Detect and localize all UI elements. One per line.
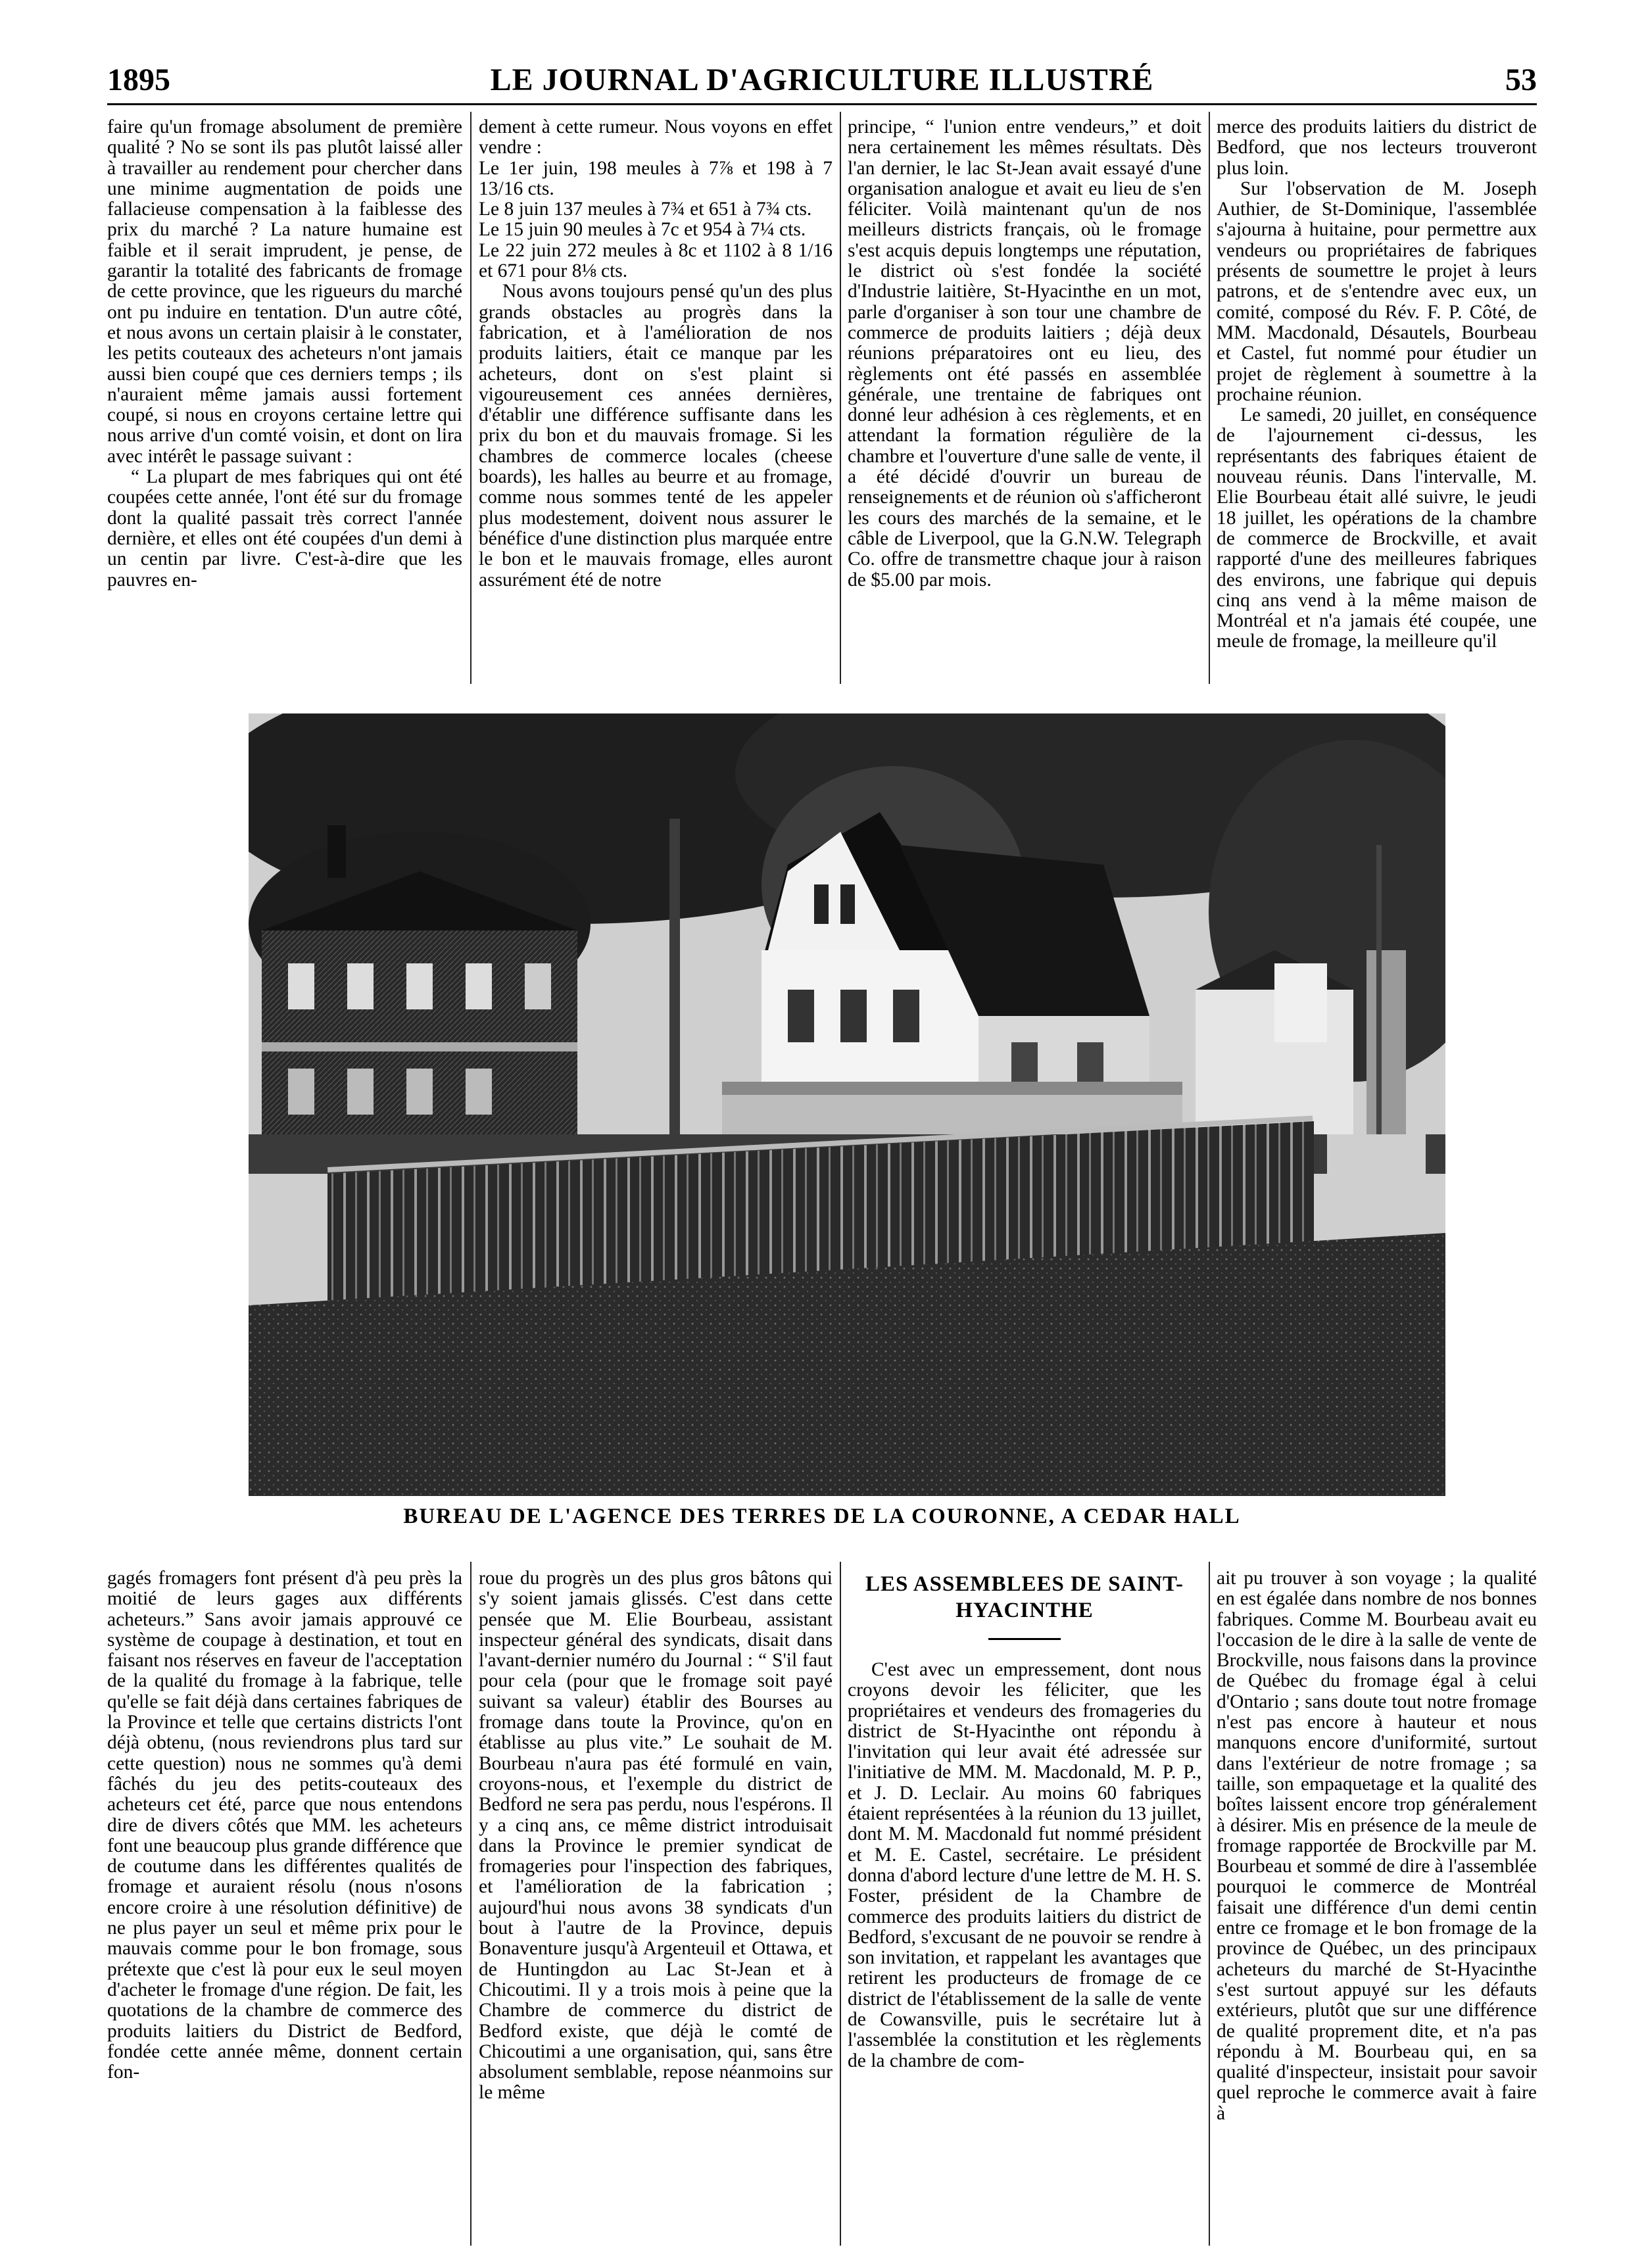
top-column-3 [848, 117, 1201, 591]
paragraph: dement à cette rumeur. Nous voyons en effet vendre : [479, 116, 833, 158]
section-heading: LES ASSEMBLEES DE SAINT-HYACINTHE [865, 1572, 1184, 1622]
column-rule [1209, 112, 1210, 684]
bottom-column-2 [479, 1568, 833, 2104]
paragraph: merce des produits laitiers du district de Bedford, que nos lecteurs trouveront plus loin. [1217, 116, 1537, 179]
photo-caption: BUREAU DE L'AGENCE DES TERRES DE LA COURONNE, A CEDAR HALL [403, 1505, 1241, 1528]
paragraph: Le samedi, 20 juillet, en conséquence de l'ajournement ci-dessus, les représentants des fabriques étaient de nouveau réunis. Dans l'intervalle, M. Elie Bourbeau était allé suivre, le jeudi 18 juillet, les opérations de la chambre de commerce de Brockville, et avait rapporté d'une des meilleures fabriques des environs, une fabrique qui depuis cinq ans vend à la même maison de Montréal et n'a jamais été coupée, une meule de fromage, la meilleure qu'il [1217, 404, 1537, 652]
paragraph: faire qu'un fromage absolument de première qualité ? No se sont ils pas plutôt laissé aller à travailler au rendement pour chercher dans une minime augmentation de poids une fallacieuse compensation à la faiblesse des prix du marché ? La nature humaine est faible et il serait imprudent, je pense, de garantir la totalité des fabricants de fromage de cette province, que les rigueurs du marché ont pu induire en tentation. D'un autre côté, et nous avons un certain plaisir à le constater, les petits couteaux des acheteurs n'ont jamais aussi bien coupé que ces derniers temps ; ils n'auraient même jamais aussi fortement coupé, si nous en croyons certaine lettre qui nous arrive d'un comté voisin, et dont on lira avec intérêt le passage suivant : [107, 116, 462, 467]
heading-rule [988, 1638, 1061, 1640]
bottom-column-4 [1217, 1568, 1537, 2124]
header-year: 1895 [107, 62, 170, 97]
header-rule [107, 103, 1537, 105]
bottom-column-1 [107, 1568, 462, 2083]
paragraph: principe, “ l'union entre vendeurs,” et doit nera certainement les mêmes résultats. Dès l'an dernier, le lac St-Jean avait essayé d'une organisation analogue et avait eu lieu de s'en féliciter. Voilà maintenant qu'un de nos meilleurs districts français, où le fromage s'est acquis depuis longtemps une réputation, le district où s'est fondée la société d'Industrie laitière, St-Hyacinthe en un mot, parle d'organiser à son tour une chambre de commerce de produits laitiers ; déjà deux réunions préparatoires ont eu lieu, des règlements ont été passés en assemblée générale, une trentaine de fabriques ont donné leur adhésion à ces règlements, et en attendant la formation régulière de la chambre et l'ouverture d'une salle de vente, il a été décidé d'ouvrir un bureau de renseignements et de réunion où s'afficheront les cours des marchés de la semaine, et le câble de Liverpool, que la G.N.W. Telegraph Co. offre de transmettre chaque jour à raison de $5.00 par mois. [848, 116, 1201, 591]
price-line: Le 8 juin 137 meules à 7¾ et 651 à 7¾ cts. [479, 199, 812, 220]
paragraph: “ La plupart de mes fabriques qui ont été coupées cette année, l'ont été sur du fromage dont la qualité passait très correct l'année dernière, et elles ont été coupées d'un demi à un centin par livre. C'est-à-dire que les pauvres en- [107, 466, 462, 591]
column-rule [470, 1562, 471, 2246]
house-engraving [249, 713, 1445, 1496]
column-rule [1209, 1562, 1210, 2246]
column-rule [470, 112, 471, 684]
top-column-4 [1217, 117, 1537, 652]
bottom-column-3 [848, 1568, 1201, 2071]
paragraph: Sur l'observation de M. Joseph Authier, de St-Dominique, l'assemblée s'ajourna à huitaine, pour permettre aux vendeurs ou propriétaires de fabriques présents de soumettre le projet à leurs patrons, et de s'entendre avec eux, un comité, composé du Rév. F. P. Côté, de MM. Macdonald, Désautels, Bourbeau et Castel, fut nommé pour étudier un projet de règlement à soumettre à la prochaine réunion. [1217, 178, 1537, 405]
page-number: 53 [1505, 62, 1537, 97]
top-column-1 [107, 117, 462, 591]
paragraph: Nous avons toujours pensé qu'un des plus grands obstacles au progrès dans la fabrication, et à l'amélioration de nos produits laitiers, était ce manque par les acheteurs, dont on s'est plaint si vigoureusement ces années dernières, d'établir une différence suffisante dans les prix du bon et du mauvais fromage. Si les chambres de commerce locales (cheese boards), les halles au beurre et au fromage, comme nous sommes tenté de les appeler plus modestement, doivent nous assurer le bénéfice d'une distinction plus marquée entre le bon et le mauvais fromage, elles auront assurément été de notre [479, 281, 833, 591]
price-line: Le 15 juin 90 meules à 7c et 954 à 7¼ cts. [479, 219, 806, 241]
column-rule [840, 1562, 841, 2246]
cedar-hall-photograph [249, 713, 1445, 1496]
price-line: Le 1er juin, 198 meules à 7⅞ et 198 à 7 13/16 cts. [479, 157, 833, 199]
paragraph: C'est avec un empressement, dont nous croyons devoir les féliciter, que les propriétaires et vendeurs des fromageries du district de St-Hyacinthe ont répondu à l'invitation qui leur avait été adressée sur l'initiative de MM. M. Macdonald, M. P. P., et J. D. Leclair. Au moins 60 fabriques étaient représentées à la réunion du 13 juillet, dont M. M. Macdonald fut nommé président et M. E. Castel, secrétaire. Le président donna d'abord lecture d'une lettre de M. H. S. Foster, président de la Chambre de commerce des produits laitiers du district de Bedford, s'excusant de ne pouvoir se rendre à son invitation, et rappelant les avantages que retirent les producteurs de fromage de ce district de l'établissement de la salle de vente de Cowansville, puis le secrétaire lut à l'assemblée la constitution et les règlements de la chambre de com- [848, 1659, 1201, 2071]
price-line: Le 22 juin 272 meules à 8c et 1102 à 8 1/16 et 671 pour 8⅛ cts. [479, 239, 833, 282]
paragraph: roue du progrès un des plus gros bâtons qui s'y soient jamais glissés. C'est dans cette pensée que M. Elie Bourbeau, assistant inspecteur général des syndicats, disait dans l'avant-dernier numéro du Journal : “ S'il faut pour cela (pour que le fromage soit payé suivant sa valeur) établir des Bourses au fromage dans toute la Province, qu'on en établisse au plus vite.” Le souhait de M. Bourbeau n'aura pas été formulé en vain, croyons-nous, et l'exemple du district de Bedford ne sera pas perdu, nous l'espérons. Il y a cinq ans, ce même district introduisait dans la Province le premier syndicat de fromageries pour l'inspection des fabriques, et l'amélioration de la fabrication ; aujourd'hui nous avons 38 syndicats d'un bout à l'autre de la Province, depuis Bonaventure jusqu'à Argenteuil et Ottawa, et de Huntingdon au Lac St-Jean et à Chicoutimi. Il y a trois mois à peine que la Chambre de commerce du district de Bedford existe, que déjà le comté de Chicoutimi a une organisation, qui, sans être absolument semblable, repose néanmoins sur le même [479, 1568, 833, 2104]
paragraph: ait pu trouver à son voyage ; la qualité en est égalée dans nombre de nos bonnes fabriques. Comme M. Bourbeau avait eu l'occasion de le dire à la salle de vente de Brockville, nous faisons dans la province de Québec du fromage égal à celui d'Ontario ; sans doute tout notre fromage n'est pas encore à hauteur et nous manquons encore d'uniformité, surtout dans l'extérieur de notre fromage ; sa taille, son empaquetage et la qualité des boîtes laissent encore trop généralement à désirer. Mis en présence de la meule de fromage rapportée de Brockville par M. Bourbeau et sommé de dire à l'assemblée pourquoi le commerce de Montréal faisait une différence d'un demi centin entre ce fromage et le bon fromage de la province de Québec, un des principaux acheteurs du marché de St-Hyacinthe s'est surtout appuyé sur les défauts extérieurs, plutôt que sur une différence de qualité proprement dite, et n'a pas répondu à M. Bourbeau qui, en sa qualité d'inspecteur, insistait pour savoir quel reproche le commerce avait à faire à [1217, 1568, 1537, 2124]
column-rule [840, 112, 841, 684]
header-title: LE JOURNAL D'AGRICULTURE ILLUSTRÉ [490, 62, 1154, 97]
paragraph: gagés fromagers font présent d'à peu près la moitié de leurs gages aux différents acheteurs.” Sans avoir jamais approuvé ce système de coupage à destination, et tout en faisant nos réserves en faveur de l'acceptation de la qualité du fromage à la fabrique, telle qu'elle se fait déjà dans certaines fabriques de la Province et telle que certains districts l'ont déjà obtenu, (nous reviendrons plus tard sur cette question) nous ne sommes qu'à demi fâchés du jeu des petits-couteaux des acheteurs cet été, parce que nous entendons dire de divers côtés que MM. les acheteurs font une beaucoup plus grande différence que de coutume dans les différentes qualités de fromage et auraient résolu (nous n'osons encore croire à une résolution définitive) de ne plus payer un seul et même prix pour le mauvais comme pour le bon fromage, sous prétexte que c'est là pour eux le seul moyen d'acheter le fromage d'une région. De fait, les quotations de la chambre de commerce des produits laitiers du District de Bedford, fondée cette année même, donnent certain fon- [107, 1568, 462, 2083]
running-header [107, 62, 1537, 103]
top-column-2 [479, 117, 833, 591]
